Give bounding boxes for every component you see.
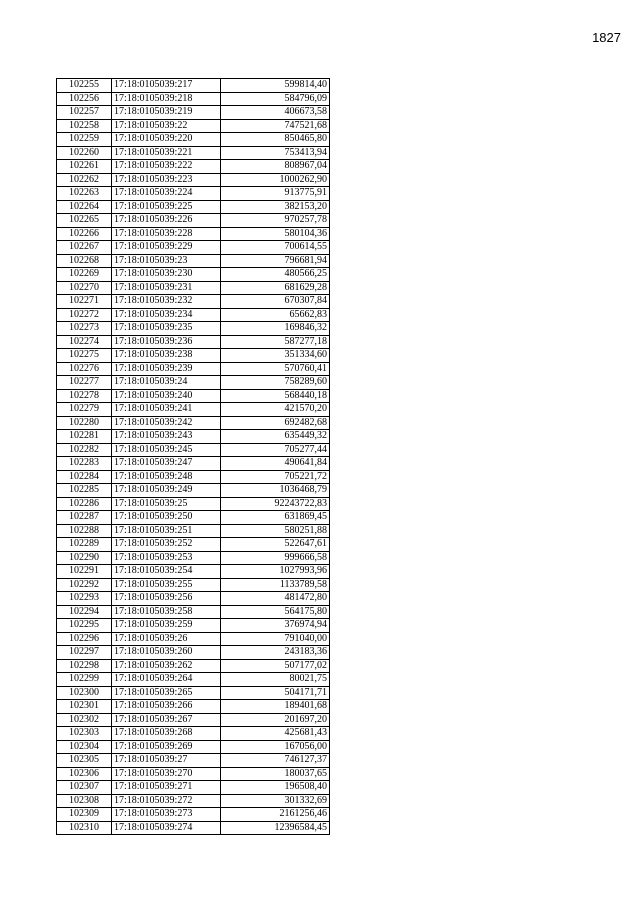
row-number-cell: 102283 [57,457,112,471]
cadastral-value-cell: 80021,75 [221,673,330,687]
row-number-cell: 102291 [57,565,112,579]
table-row [57,335,330,349]
cadastral-number-cell: 17:18:0105039:273 [112,808,221,822]
cadastral-value-cell: 808967,04 [221,160,330,174]
table-row [57,686,330,700]
table-row [57,92,330,106]
row-number-cell: 102265 [57,214,112,228]
cadastral-number-cell: 17:18:0105039:240 [112,389,221,403]
cadastral-value-cell: 12396584,45 [221,821,330,835]
row-number-cell: 102271 [57,295,112,309]
table-row [57,754,330,768]
cadastral-value-cell: 753413,94 [221,146,330,160]
cadastral-value-cell: 700614,55 [221,241,330,255]
table-row [57,241,330,255]
row-number-cell: 102287 [57,511,112,525]
row-number-cell: 102279 [57,403,112,417]
row-number-cell: 102308 [57,794,112,808]
cadastral-value-cell: 670307,84 [221,295,330,309]
cadastral-value-cell: 301332,69 [221,794,330,808]
cadastral-value-cell: 425681,43 [221,727,330,741]
row-number-cell: 102282 [57,443,112,457]
cadastral-value-cell: 189401,68 [221,700,330,714]
table-row [57,821,330,835]
cadastral-value-cell: 587277,18 [221,335,330,349]
row-number-cell: 102306 [57,767,112,781]
row-number-cell: 102268 [57,254,112,268]
cadastral-value-cell: 564175,80 [221,605,330,619]
row-number-cell: 102295 [57,619,112,633]
cadastral-value-cell: 243183,36 [221,646,330,660]
row-number-cell: 102307 [57,781,112,795]
row-number-cell: 102269 [57,268,112,282]
row-number-cell: 102305 [57,754,112,768]
row-number-cell: 102302 [57,713,112,727]
table-row [57,457,330,471]
row-number-cell: 102299 [57,673,112,687]
table-row [57,133,330,147]
cadastral-value-cell: 2161256,46 [221,808,330,822]
table-row [57,308,330,322]
table-row [57,565,330,579]
cadastral-value-cell: 481472,80 [221,592,330,606]
cadastral-number-cell: 17:18:0105039:254 [112,565,221,579]
table-row [57,484,330,498]
row-number-cell: 102274 [57,335,112,349]
cadastral-value-cell: 758289,60 [221,376,330,390]
row-number-cell: 102262 [57,173,112,187]
row-number-cell: 102259 [57,133,112,147]
cadastral-number-cell: 17:18:0105039:22 [112,119,221,133]
cadastral-number-cell: 17:18:0105039:234 [112,308,221,322]
row-number-cell: 102304 [57,740,112,754]
row-number-cell: 102258 [57,119,112,133]
cadastral-number-cell: 17:18:0105039:242 [112,416,221,430]
row-number-cell: 102276 [57,362,112,376]
cadastral-number-cell: 17:18:0105039:269 [112,740,221,754]
cadastral-number-cell: 17:18:0105039:268 [112,727,221,741]
row-number-cell: 102281 [57,430,112,444]
table-row [57,119,330,133]
table-row [57,781,330,795]
cadastral-value-cell: 913775,91 [221,187,330,201]
cadastral-value-cell: 92243722,83 [221,497,330,511]
cadastral-number-cell: 17:18:0105039:223 [112,173,221,187]
cadastral-number-cell: 17:18:0105039:262 [112,659,221,673]
row-number-cell: 102273 [57,322,112,336]
row-number-cell: 102293 [57,592,112,606]
table-row [57,146,330,160]
row-number-cell: 102280 [57,416,112,430]
row-number-cell: 102303 [57,727,112,741]
cadastral-value-cell: 196508,40 [221,781,330,795]
cadastral-value-cell: 382153,20 [221,200,330,214]
cadastral-number-cell: 17:18:0105039:27 [112,754,221,768]
row-number-cell: 102296 [57,632,112,646]
row-number-cell: 102264 [57,200,112,214]
table-row [57,659,330,673]
cadastral-value-cell: 169846,32 [221,322,330,336]
cadastral-number-cell: 17:18:0105039:274 [112,821,221,835]
row-number-cell: 102263 [57,187,112,201]
cadastral-number-cell: 17:18:0105039:241 [112,403,221,417]
cadastral-value-cell: 1133789,58 [221,578,330,592]
cadastral-value-cell: 351334,60 [221,349,330,363]
cadastral-number-cell: 17:18:0105039:231 [112,281,221,295]
cadastral-number-cell: 17:18:0105039:217 [112,79,221,93]
cadastral-number-cell: 17:18:0105039:270 [112,767,221,781]
cadastral-value-cell: 65662,83 [221,308,330,322]
row-number-cell: 102294 [57,605,112,619]
table-row [57,511,330,525]
row-number-cell: 102298 [57,659,112,673]
table-row [57,619,330,633]
row-number-cell: 102277 [57,376,112,390]
cadastral-number-cell: 17:18:0105039:226 [112,214,221,228]
row-number-cell: 102290 [57,551,112,565]
row-number-cell: 102272 [57,308,112,322]
cadastral-value-cell: 850465,80 [221,133,330,147]
row-number-cell: 102261 [57,160,112,174]
table-row [57,538,330,552]
cadastral-value-cell: 568440,18 [221,389,330,403]
cadastral-number-cell: 17:18:0105039:236 [112,335,221,349]
cadastral-value-cell: 180037,65 [221,767,330,781]
cadastral-value-cell: 504171,71 [221,686,330,700]
cadastral-number-cell: 17:18:0105039:253 [112,551,221,565]
table-row [57,295,330,309]
row-number-cell: 102260 [57,146,112,160]
table-row [57,389,330,403]
table-row [57,524,330,538]
table-row [57,403,330,417]
cadastral-value-cell: 406673,58 [221,106,330,120]
table-row [57,173,330,187]
table-row [57,578,330,592]
cadastral-value-cell: 631869,45 [221,511,330,525]
table-row [57,214,330,228]
cadastral-value-cell: 599814,40 [221,79,330,93]
cadastral-number-cell: 17:18:0105039:252 [112,538,221,552]
cadastral-number-cell: 17:18:0105039:235 [112,322,221,336]
cadastral-number-cell: 17:18:0105039:249 [112,484,221,498]
table-row [57,362,330,376]
cadastral-number-cell: 17:18:0105039:220 [112,133,221,147]
cadastral-value-cell: 705221,72 [221,470,330,484]
cadastral-number-cell: 17:18:0105039:222 [112,160,221,174]
cadastral-number-cell: 17:18:0105039:272 [112,794,221,808]
table-row [57,322,330,336]
cadastral-number-cell: 17:18:0105039:264 [112,673,221,687]
row-number-cell: 102292 [57,578,112,592]
cadastral-value-cell: 999666,58 [221,551,330,565]
row-number-cell: 102300 [57,686,112,700]
cadastral-value-cell: 1027993,96 [221,565,330,579]
table-row [57,808,330,822]
table-row [57,605,330,619]
cadastral-number-cell: 17:18:0105039:238 [112,349,221,363]
cadastral-number-cell: 17:18:0105039:229 [112,241,221,255]
row-number-cell: 102309 [57,808,112,822]
cadastral-number-cell: 17:18:0105039:258 [112,605,221,619]
table-row [57,416,330,430]
cadastral-value-cell: 201697,20 [221,713,330,727]
row-number-cell: 102297 [57,646,112,660]
cadastral-number-cell: 17:18:0105039:250 [112,511,221,525]
cadastral-number-cell: 17:18:0105039:245 [112,443,221,457]
row-number-cell: 102256 [57,92,112,106]
cadastral-number-cell: 17:18:0105039:256 [112,592,221,606]
cadastral-value-cell: 791040,00 [221,632,330,646]
cadastral-value-cell: 970257,78 [221,214,330,228]
cadastral-value-cell: 692482,68 [221,416,330,430]
table-row [57,268,330,282]
table-row [57,470,330,484]
table-row [57,592,330,606]
table-row [57,713,330,727]
cadastral-number-cell: 17:18:0105039:224 [112,187,221,201]
table-row [57,106,330,120]
cadastral-value-cell: 376974,94 [221,619,330,633]
row-number-cell: 102257 [57,106,112,120]
table-row [57,160,330,174]
cadastral-value-cell: 490641,84 [221,457,330,471]
row-number-cell: 102285 [57,484,112,498]
row-number-cell: 102288 [57,524,112,538]
cadastral-number-cell: 17:18:0105039:230 [112,268,221,282]
cadastral-value-cell: 167056,00 [221,740,330,754]
row-number-cell: 102255 [57,79,112,93]
row-number-cell: 102267 [57,241,112,255]
row-number-cell: 102278 [57,389,112,403]
cadastral-value-cell: 1036468,79 [221,484,330,498]
cadastral-number-cell: 17:18:0105039:266 [112,700,221,714]
cadastral-value-cell: 580251,88 [221,524,330,538]
cadastral-number-cell: 17:18:0105039:260 [112,646,221,660]
row-number-cell: 102286 [57,497,112,511]
table-row [57,79,330,93]
cadastral-value-cell: 796681,94 [221,254,330,268]
table-row [57,632,330,646]
cadastral-number-cell: 17:18:0105039:243 [112,430,221,444]
cadastral-value-cell: 507177,02 [221,659,330,673]
cadastral-number-cell: 17:18:0105039:239 [112,362,221,376]
cadastral-number-cell: 17:18:0105039:218 [112,92,221,106]
cadastral-number-cell: 17:18:0105039:23 [112,254,221,268]
cadastral-value-table [56,78,330,835]
row-number-cell: 102289 [57,538,112,552]
cadastral-number-cell: 17:18:0105039:24 [112,376,221,390]
table-row [57,497,330,511]
cadastral-number-cell: 17:18:0105039:25 [112,497,221,511]
cadastral-value-cell: 580104,36 [221,227,330,241]
cadastral-number-cell: 17:18:0105039:248 [112,470,221,484]
cadastral-value-cell: 1000262,90 [221,173,330,187]
cadastral-number-cell: 17:18:0105039:255 [112,578,221,592]
table-row [57,727,330,741]
table-body [57,79,330,835]
table-row [57,281,330,295]
table-row [57,551,330,565]
row-number-cell: 102275 [57,349,112,363]
cadastral-number-cell: 17:18:0105039:221 [112,146,221,160]
cadastral-number-cell: 17:18:0105039:271 [112,781,221,795]
cadastral-number-cell: 17:18:0105039:228 [112,227,221,241]
cadastral-value-cell: 421570,20 [221,403,330,417]
table-row [57,646,330,660]
table-row [57,443,330,457]
cadastral-value-cell: 570760,41 [221,362,330,376]
table-row [57,227,330,241]
table-row [57,187,330,201]
cadastral-number-cell: 17:18:0105039:247 [112,457,221,471]
cadastral-number-cell: 17:18:0105039:267 [112,713,221,727]
cadastral-number-cell: 17:18:0105039:26 [112,632,221,646]
row-number-cell: 102270 [57,281,112,295]
table-row [57,254,330,268]
cadastral-number-cell: 17:18:0105039:219 [112,106,221,120]
row-number-cell: 102266 [57,227,112,241]
cadastral-value-cell: 635449,32 [221,430,330,444]
table-row [57,794,330,808]
cadastral-number-cell: 17:18:0105039:232 [112,295,221,309]
table-row [57,349,330,363]
table-row [57,200,330,214]
table-row [57,430,330,444]
cadastral-number-cell: 17:18:0105039:265 [112,686,221,700]
cadastral-number-cell: 17:18:0105039:251 [112,524,221,538]
row-number-cell: 102310 [57,821,112,835]
table-row [57,673,330,687]
cadastral-value-cell: 746127,37 [221,754,330,768]
cadastral-value-cell: 584796,09 [221,92,330,106]
cadastral-number-cell: 17:18:0105039:259 [112,619,221,633]
table-row [57,740,330,754]
cadastral-value-cell: 747521,68 [221,119,330,133]
cadastral-value-cell: 522647,61 [221,538,330,552]
cadastral-value-cell: 705277,44 [221,443,330,457]
row-number-cell: 102284 [57,470,112,484]
table-row [57,376,330,390]
cadastral-number-cell: 17:18:0105039:225 [112,200,221,214]
row-number-cell: 102301 [57,700,112,714]
table-row [57,767,330,781]
page-number: 1827 [592,30,621,45]
cadastral-value-cell: 480566,25 [221,268,330,282]
table-row [57,700,330,714]
cadastral-value-cell: 681629,28 [221,281,330,295]
